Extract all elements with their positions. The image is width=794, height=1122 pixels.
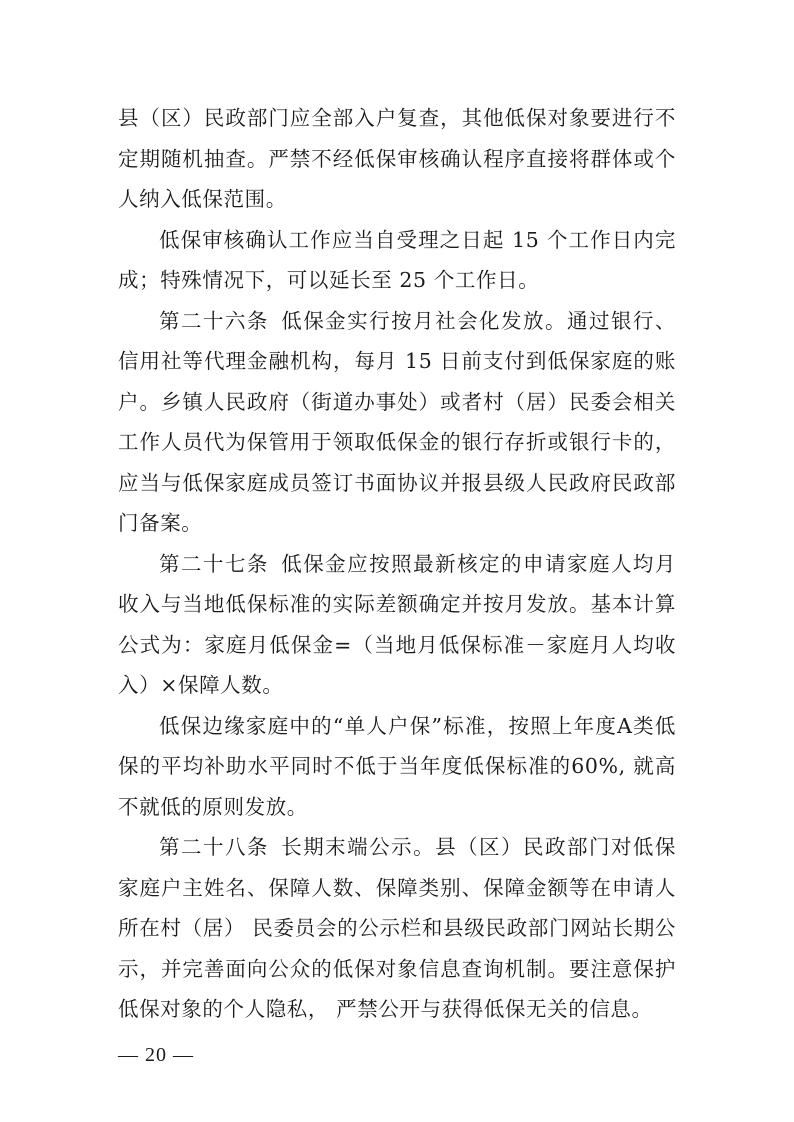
document-body bbox=[118, 98, 676, 1030]
article-number: 第二十八条 bbox=[159, 835, 269, 859]
paragraph-text: 低保金应按照最新核定的申请家庭人均月收入与当地低保标准的实际差额确定并按月发放。基本计算公式为：家庭月低保金=（当地月低保标准－家庭月人均收入）×保障人数。 bbox=[118, 551, 677, 697]
paragraph-text: 长期末端公示。县（区）民政部门对低保家庭户主姓名、保障人数、保障类别、保障金额等在申请人所在村（居） 民委员会的公示栏和县级民政部门网站长期公示，并完善面向公众的低保对象信息查询机制。要注意保护低保对象的个人隐私， 严禁公开与获得低保无关的信息。 bbox=[118, 835, 677, 1021]
page-number: — 20 — bbox=[118, 1044, 194, 1066]
article-28 bbox=[118, 827, 676, 1030]
paragraph-5 bbox=[118, 706, 676, 828]
article-number: 第二十六条 bbox=[159, 308, 269, 333]
article-27 bbox=[118, 544, 676, 706]
paragraph-text: 低保金实行按月社会化发放。通过银行、信用社等代理金融机构，每月 15 日前支付到低保家庭的账户。乡镇人民政府（街道办事处）或者村（居）民委会相关工作人员代为保管用于领取低保金的银行存折或银行卡的，应当与低保家庭成员签订书面协议并报县级人民政府民政部门备案。 bbox=[118, 308, 677, 535]
paragraph-text: 低保边缘家庭中的“单人户保”标准，按照上年度A类低保的平均补助水平同时不低于当年度低保标准的60%, 就高不就低的原则发放。 bbox=[118, 713, 676, 819]
paragraph-text: 县（区）民政部门应全部入户复查，其他低保对象要进行不定期随机抽查。严禁不经低保审核确认程序直接将群体或个人纳入低保范围。 bbox=[118, 106, 676, 211]
paragraph-2 bbox=[118, 220, 676, 301]
article-26 bbox=[118, 301, 676, 544]
article-number: 第二十七条 bbox=[159, 551, 269, 576]
paragraph-1 bbox=[118, 98, 676, 220]
paragraph-text: 低保审核确认工作应当自受理之日起 15 个工作日内完成；特殊情况下，可以延长至 25 个工作日。 bbox=[118, 227, 676, 292]
